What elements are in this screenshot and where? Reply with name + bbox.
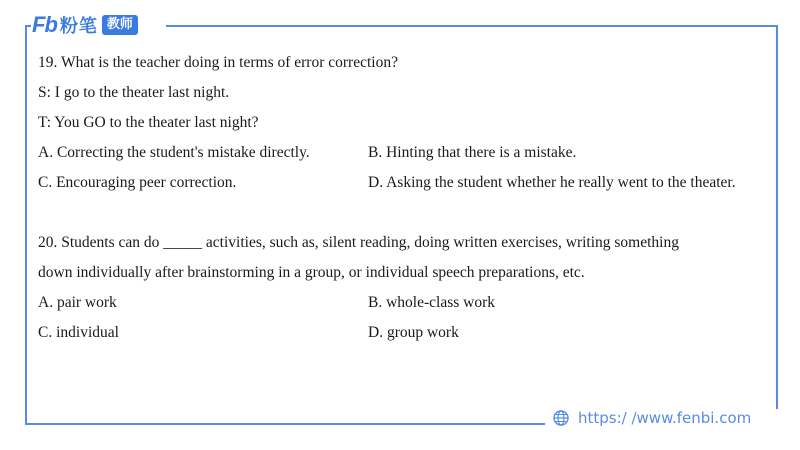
globe-icon (553, 410, 569, 426)
q20-question-line1: 20. Students can do _____ activities, such as, silent reading, doing written exercises, writing something (38, 234, 679, 251)
logo-brand-name: 粉笔 (59, 16, 98, 37)
q20-option-c: C. individual (38, 324, 119, 341)
footer-url-text[interactable]: https:/ /www.fenbi.com (578, 409, 752, 427)
q19-option-c: C. Encouraging peer correction. (38, 174, 237, 191)
frame-top-border (166, 25, 778, 27)
q20-option-d: D. group work (368, 324, 459, 341)
frame-left-border (25, 25, 27, 425)
q20-option-a: A. pair work (38, 294, 117, 311)
q19-option-d: D. Asking the student whether he really went to the theater. (368, 174, 736, 191)
q20-question-line2: down individually after brainstorming in a group, or individual speech preparations, etc. (38, 264, 585, 281)
logo-fb-mark: Fb (32, 12, 57, 37)
frame-bottom-border (25, 423, 545, 425)
footer-url (553, 409, 751, 427)
q19-option-b: B. Hinting that there is a mistake. (368, 144, 577, 161)
brand-logo (32, 12, 138, 38)
q19-student-line: S: I go to the theater last night. (38, 84, 230, 101)
frame-right-border (776, 25, 778, 409)
q19-option-a: A. Correcting the student's mistake directly. (38, 144, 310, 161)
logo-teacher-badge: 教师 (102, 15, 138, 35)
q19-teacher-line: T: You GO to the theater last night? (38, 114, 259, 131)
q20-option-b: B. whole-class work (368, 294, 495, 311)
q19-question: 19. What is the teacher doing in terms of error correction? (38, 54, 398, 71)
